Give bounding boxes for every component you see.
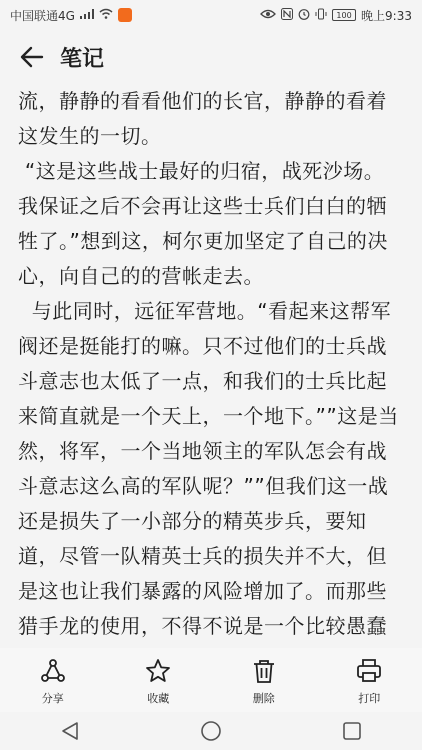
app-notification-icon <box>118 8 132 22</box>
star-icon <box>145 658 171 684</box>
circle-home-icon <box>200 720 222 742</box>
vibrate-icon <box>315 8 327 23</box>
page-title: 笔记 <box>60 46 105 72</box>
system-nav-bar <box>0 712 422 750</box>
delete-button[interactable] <box>229 648 299 706</box>
status-bar <box>0 0 422 30</box>
alarm-icon <box>298 8 310 23</box>
status-right <box>260 7 412 24</box>
print-button[interactable] <box>334 648 404 706</box>
nav-recents-button[interactable] <box>332 716 372 746</box>
back-button[interactable] <box>12 37 52 77</box>
app-bar <box>0 30 422 84</box>
battery-icon: 100 <box>332 9 356 21</box>
nav-home-button[interactable] <box>191 716 231 746</box>
trash-icon <box>251 658 277 684</box>
favorite-label: 收藏 <box>147 692 170 705</box>
note-content[interactable] <box>0 84 422 640</box>
note-body-text: 流，静静的看看他们的长官，静静的看着这发生的一切。 “这是这些战士最好的归宿，战死沙场。我保证之后不会再让这些士兵们白白的牺牲了。”想到这，柯尔更加坚定了自己的决心，向自己的的营帐走去。 与此同时，远征军营地。“看起来这帮军阀还是挺能打的嘛。只不过他们的士兵战斗意志也太低了一点，和我们的士兵比起来简直就是一个天上，一个地下。””这是当然，将军，一个当地领主的军队怎会有战斗意志这么高的军队呢？””但我们这一战还是损失了一小部分的精英步兵，要知道，尽管一队精英士兵的损失并不大，但是这也让我们暴露的风险增加了。而那些猎手龙的使用，不得不说是一个比较愚蠢 <box>18 89 399 638</box>
wifi-icon <box>99 8 113 22</box>
delete-label: 删除 <box>252 692 275 705</box>
bottom-toolbar <box>0 648 422 712</box>
square-recents-icon <box>342 721 362 741</box>
share-button[interactable] <box>18 648 88 706</box>
triangle-back-icon <box>61 721 79 741</box>
share-label: 分享 <box>41 692 64 705</box>
carrier-label: 中国联通4G <box>10 8 75 23</box>
arrow-left-icon <box>20 46 44 68</box>
eye-icon <box>260 8 276 22</box>
nfc-icon <box>281 8 293 23</box>
favorite-button[interactable] <box>123 648 193 706</box>
status-left <box>10 7 132 24</box>
printer-icon <box>356 658 382 684</box>
share-icon <box>40 658 66 684</box>
clock: 晚上9:33 <box>361 8 412 23</box>
signal-icon <box>80 8 94 22</box>
print-label: 打印 <box>358 692 381 705</box>
nav-back-button[interactable] <box>50 716 90 746</box>
